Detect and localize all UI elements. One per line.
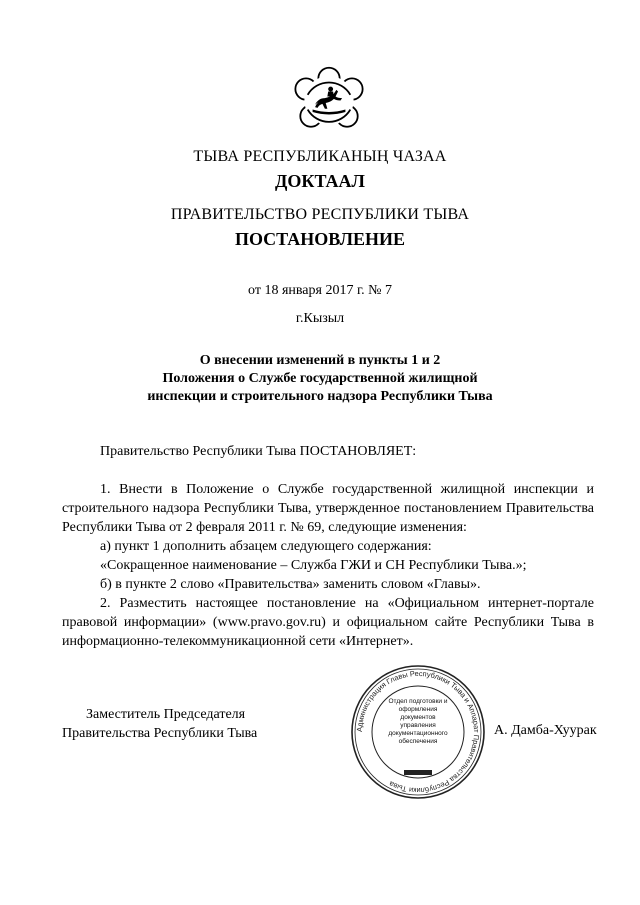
seal-ring-text: Администрация Главы Республики Тыва и Аппарат Правительства Республики Тыва [354, 668, 482, 796]
document-title [0, 352, 640, 406]
clause-1b: б) в пункте 2 слово «Правительства» заменить словом «Главы». [100, 577, 481, 592]
clause-1a-text: «Сокращенное наименование – Служба ГЖИ и СН Республики Тыва.»; [100, 558, 527, 573]
document-clauses [62, 480, 594, 651]
clause-1a: а) пункт 1 дополнить абзацем следующего содержания: [100, 539, 432, 554]
seal-inner-text: Отдел подготовки и оформления документов управления документационного обеспечения [388, 698, 448, 745]
signer-title [62, 705, 257, 743]
document-title-line: О внесении изменений в пункты 1 и 2 [199, 353, 441, 368]
coat-of-arms-icon [288, 62, 370, 144]
preamble: Правительство Республики Тыва ПОСТАНОВЛЯЕТ: [100, 444, 417, 459]
russian-document-type: ПОСТАНОВЛЕНИЕ [234, 229, 406, 249]
document-title-line: инспекции и строительного надзора Республики Тыва [147, 389, 493, 404]
signer-name: А. Дамба-Хуурак [494, 723, 597, 738]
document-city: г.Кызыл [295, 311, 345, 326]
signer-title-line: Правительства Республики Тыва [62, 726, 258, 741]
document-date-number: от 18 января 2017 г. № 7 [248, 283, 392, 298]
signer-title-line: Заместитель Председателя [86, 707, 246, 722]
document-title-line: Положения о Службе государственной жилищной [162, 371, 478, 386]
official-seal-icon [348, 662, 488, 802]
tyva-government-name: ТЫВА РЕСПУБЛИКАНЫҢ ЧАЗАА [193, 148, 447, 165]
clause-1: 1. Внести в Положение о Службе государственной жилищной инспекции и строительного надзора Республики Тыва, утвержденное постановлением Правительства Республики Тыва от 2 февраля 2011 г. № 69, следующие изменения: [62, 482, 594, 535]
russian-government-name: ПРАВИТЕЛЬСТВО РЕСПУБЛИКИ ТЫВА [170, 206, 470, 223]
clause-2: 2. Разместить настоящее постановление на «Официальном интернет-портале правовой информации» (www.pravo.gov.ru) и официальном сайте Республики Тыва в информационно-телекоммуникационной сети «Интернет». [62, 596, 594, 649]
tyva-document-type: ДОКТААЛ [275, 171, 365, 191]
seal-ornament [404, 770, 432, 775]
